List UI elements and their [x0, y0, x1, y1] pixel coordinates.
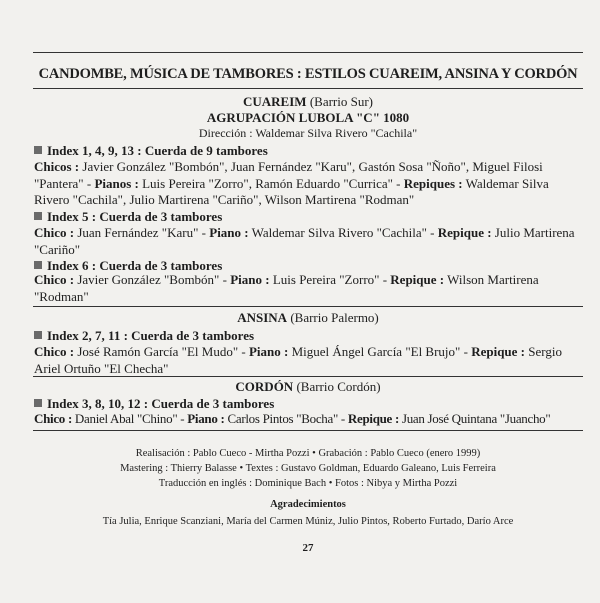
role-label: Pianos :	[94, 175, 139, 191]
page-number: 27	[302, 542, 314, 554]
musician-names: Juan Fernández "Karu" -	[74, 225, 210, 240]
role-label: Repique :	[471, 344, 525, 359]
square-bullet-icon	[34, 399, 42, 407]
musician-names: Wilson Martirena "Rodman"	[34, 272, 539, 304]
square-bullet-icon	[34, 146, 42, 154]
index-label: Index 3, 8, 10, 12 : Cuerda de 3 tambores	[47, 396, 275, 411]
credits-line: Realisación : Pablo Cueco - Mirtha Pozzi • Grabación : Pablo Cueco (enero 1999)	[135, 448, 481, 459]
musicians-paragraph	[34, 159, 582, 209]
musician-names: Waldemar Silva Rivero "Cachila", Julio Martirena "Cariño", Wilson Martirena "Rodman"	[34, 175, 549, 207]
role-label: Chico :	[34, 225, 75, 240]
musicians-paragraph	[34, 225, 582, 258]
musician-names: Javier González "Bombón", Juan Fernández "Karu", Gastón Sosa "Ñoño", Miguel Filosi "Pantera" -	[34, 159, 543, 191]
square-bullet-icon	[34, 261, 42, 269]
index-label: Index 5 : Cuerda de 3 tambores	[47, 209, 223, 224]
acknowledgements-text: Tía Julia, Enrique Scanziani, María del Carmen Múniz, Julio Pintos, Roberto Furtado, Darío Arce	[102, 516, 514, 527]
section-barrio: (Barrio Sur)	[309, 94, 373, 109]
musician-names: José Ramón García "El Mudo" -	[74, 344, 249, 359]
musician-names: Luis Pereira "Zorro", Ramón Eduardo "Currica" -	[138, 175, 404, 191]
square-bullet-icon	[34, 331, 42, 339]
bottom-rule	[33, 430, 583, 431]
section-name: ANSINA	[237, 310, 288, 325]
role-label: Piano :	[230, 272, 270, 287]
square-bullet-icon	[34, 212, 42, 220]
role-label: Piano :	[187, 411, 225, 426]
index-heading	[34, 143, 268, 159]
credits	[33, 446, 583, 491]
role-label: Piano :	[209, 225, 249, 240]
index-heading	[34, 209, 222, 225]
direccion-line: Dirección : Waldemar Silva Rivero "Cachila"	[198, 126, 418, 140]
index-heading	[34, 328, 254, 344]
title-rule	[33, 88, 583, 89]
musicians-paragraph	[34, 411, 582, 428]
role-label: Repique :	[390, 272, 445, 287]
musician-names: Javier González "Bombón" -	[74, 272, 231, 287]
section-ansina-heading	[33, 310, 583, 326]
section-cuareim-heading	[33, 94, 583, 110]
musician-names: Sergio Ariel Ortuño "El Checha"	[34, 344, 562, 376]
musician-names: Miguel Ángel García "El Brujo" -	[288, 344, 472, 359]
musicians-paragraph	[34, 344, 582, 377]
index-label: Index 6 : Cuerda de 3 tambores	[47, 258, 223, 273]
page-title: CANDOMBE, MÚSICA DE TAMBORES : ESTILOS CUAREIM, ANSINA Y CORDÓN	[38, 66, 578, 82]
index-heading	[34, 396, 274, 412]
musician-names: Waldemar Silva Rivero "Cachila" -	[248, 225, 438, 240]
credits-line: Mastering : Thierry Balasse • Textes : Gustavo Goldman, Eduardo Galeano, Luis Ferreira	[120, 463, 496, 474]
musician-names: Julio Martirena "Cariño"	[34, 225, 575, 257]
musician-names: Luis Pereira "Zorro" -	[269, 272, 391, 287]
credits-line: Traducción en inglés : Dominique Bach • Fotos : Nibya y Mirtha Pozzi	[158, 478, 458, 489]
agrupacion-heading: AGRUPACIÓN LUBOLA "C" 1080	[206, 110, 410, 125]
section-barrio: (Barrio Palermo)	[290, 310, 379, 325]
role-label: Chico :	[34, 344, 75, 359]
musician-names: Carlos Pintos "Bocha" -	[224, 411, 348, 426]
section-rule	[33, 376, 583, 377]
section-name: CORDÓN	[235, 379, 294, 394]
role-label: Chico :	[34, 411, 72, 426]
role-label: Repique :	[437, 225, 492, 240]
section-name: CUAREIM	[243, 94, 307, 109]
section-rule	[33, 306, 583, 307]
section-barrio: (Barrio Cordón)	[296, 379, 381, 394]
acknowledgements-title: Agradecimientos	[270, 499, 346, 510]
musician-names: Daniel Abal "Chino" -	[71, 411, 188, 426]
role-label: Repique :	[347, 411, 399, 426]
role-label: Repiques :	[403, 175, 463, 191]
role-label: Piano :	[248, 344, 289, 359]
musicians-paragraph	[34, 272, 582, 305]
top-rule	[33, 52, 583, 53]
musician-names: Juan José Quintana "Juancho"	[399, 411, 551, 426]
section-cordon-heading	[33, 379, 583, 395]
index-label: Index 1, 4, 9, 13 : Cuerda de 9 tambores	[47, 143, 268, 158]
role-label: Chicos :	[34, 159, 80, 174]
role-label: Chico :	[34, 272, 75, 287]
index-label: Index 2, 7, 11 : Cuerda de 3 tambores	[47, 328, 255, 343]
